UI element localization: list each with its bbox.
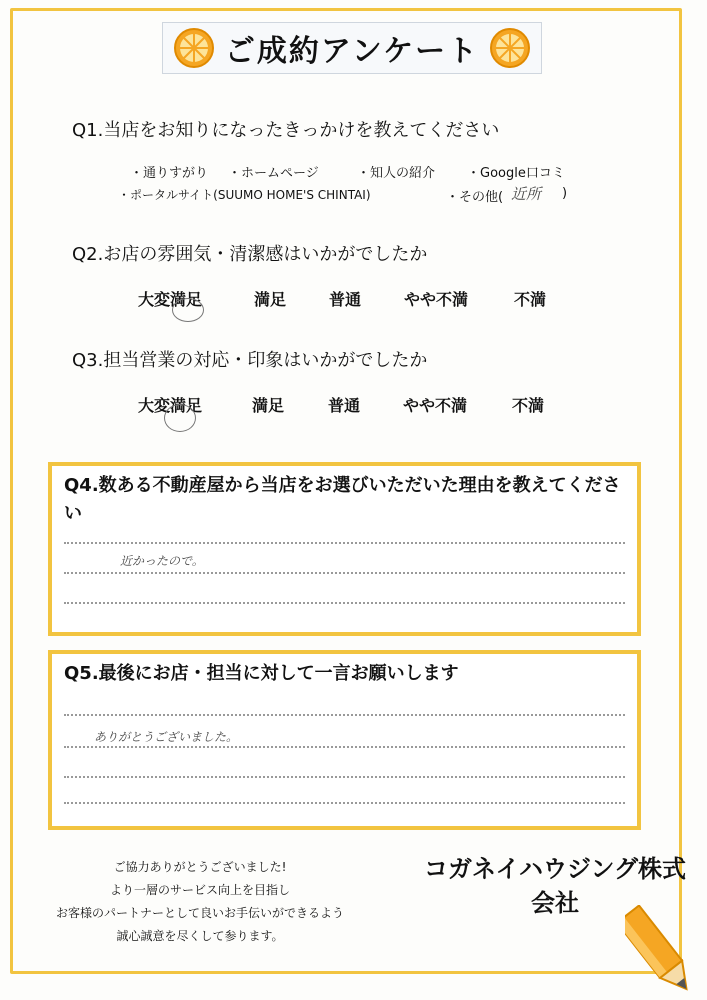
q4-question: Q4.数ある不動産屋から当店をお選びいただいた理由を教えてください <box>64 475 621 524</box>
q2-choice: 大変満足 <box>138 290 203 309</box>
q1-question: Q1.当店をお知りになったきっかけを教えてください <box>72 120 500 141</box>
q4-answer-box <box>48 462 641 636</box>
q4-answer: 近かったので。 <box>120 554 204 568</box>
q1-other-answer: 近所 <box>511 185 542 203</box>
q5-answer-box <box>48 650 641 830</box>
answer-line <box>64 714 625 716</box>
pencil-icon <box>625 905 705 1000</box>
q1-option: ・ポータルサイト(SUUMO HOME'S CHINTAI) <box>118 188 371 202</box>
answer-line <box>64 776 625 778</box>
company-name: コガネイハウジング株式会社 <box>424 855 686 917</box>
answer-line <box>64 746 625 748</box>
q5-question: Q5.最後にお店・担当に対して一言お願いします <box>64 663 459 684</box>
answer-line <box>64 802 625 804</box>
thank-you-message <box>20 856 380 948</box>
q1-option: ・ホームページ <box>228 166 319 181</box>
q3-choice: やや不満 <box>403 396 468 415</box>
q2-choice: 不満 <box>514 290 547 309</box>
answer-line <box>64 602 625 604</box>
title-banner <box>162 22 542 74</box>
answer-line <box>64 542 625 544</box>
q1-option: ・Google口コミ <box>467 166 565 181</box>
q1-option: ) <box>562 186 568 201</box>
q2-choice: 満足 <box>254 290 287 309</box>
orange-slice-icon <box>173 27 215 69</box>
thank-you-line: ご協力ありがとうございました! <box>113 860 287 874</box>
thank-you-line: より一層のサービス向上を目指し <box>109 883 290 897</box>
q2-choice: 普通 <box>329 290 362 309</box>
answer-line <box>64 572 625 574</box>
q2-question: Q2.お店の雰囲気・清潔感はいかがでしたか <box>72 244 428 265</box>
orange-slice-icon <box>489 27 531 69</box>
q3-selection-mark <box>164 404 196 432</box>
q1-option: ・通りすがり <box>130 166 209 181</box>
q5-answer: ありがとうございました。 <box>94 730 239 744</box>
q3-choice: 不満 <box>512 396 545 415</box>
page-title: ご成約アンケート <box>224 34 480 69</box>
thank-you-line: お客様のパートナーとして良いお手伝いができるよう <box>55 906 344 920</box>
q3-choice: 大変満足 <box>138 396 203 415</box>
thank-you-line: 誠心誠意を尽くして参ります。 <box>116 929 284 943</box>
q1-option: ・知人の紹介 <box>357 166 436 181</box>
q3-choice: 満足 <box>252 396 285 415</box>
q3-choice: 普通 <box>328 396 361 415</box>
q2-selection-mark <box>172 298 204 322</box>
q2-choice: やや不満 <box>404 290 469 309</box>
q1-option: ・その他( <box>446 190 504 205</box>
q3-question: Q3.担当営業の対応・印象はいかがでしたか <box>72 350 428 371</box>
